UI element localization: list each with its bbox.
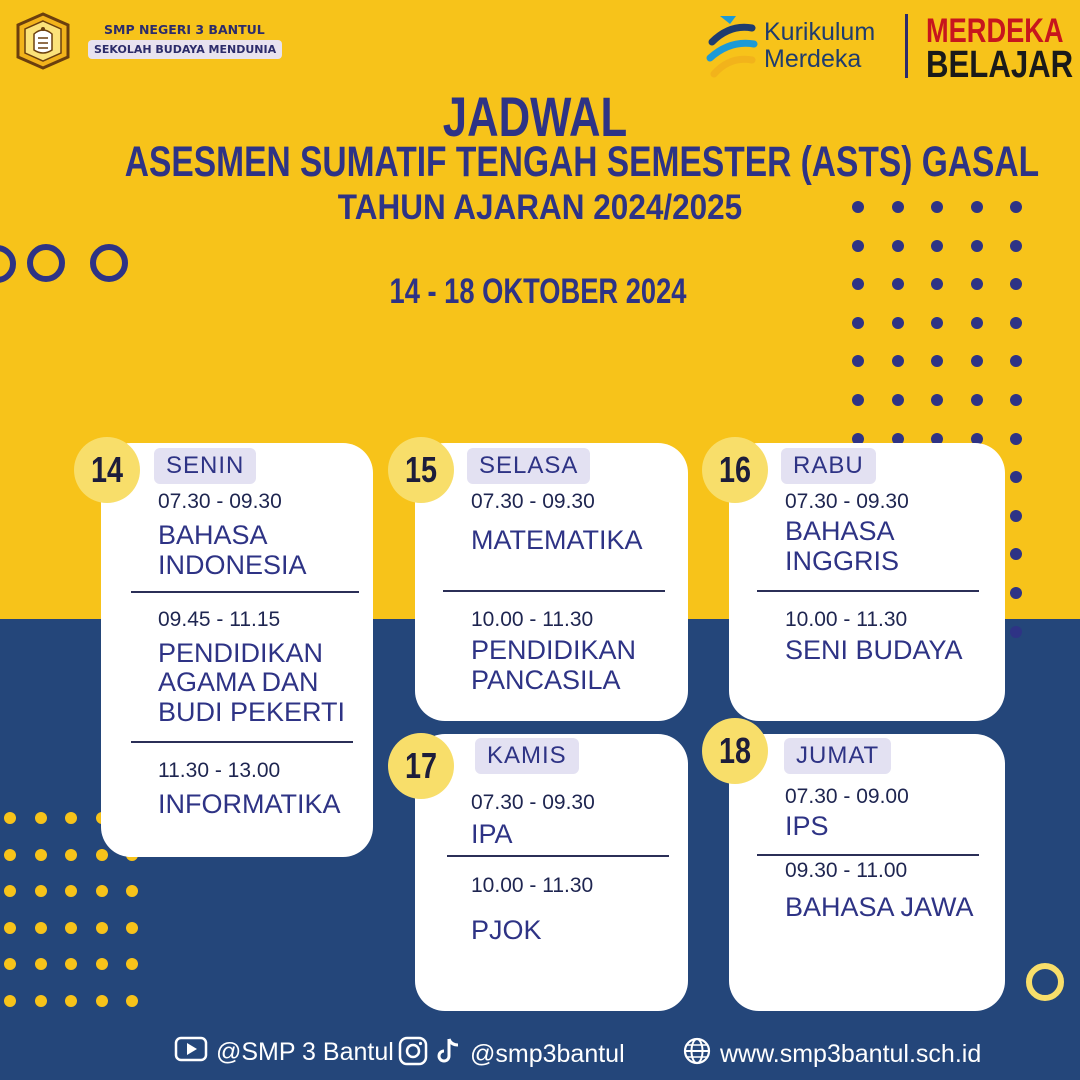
session-divider	[443, 590, 665, 592]
session-subject: SENI BUDAYA	[785, 635, 963, 665]
session-subject: INFORMATIKA	[158, 789, 341, 819]
decorative-dot	[892, 317, 904, 329]
school-crest-icon	[14, 12, 72, 70]
social-handle: @smp3bantul	[470, 1040, 625, 1068]
decorative-dot	[852, 317, 864, 329]
session-divider	[757, 590, 979, 592]
decorative-dot	[96, 849, 108, 861]
decorative-dot	[1010, 510, 1022, 522]
decorative-dot	[931, 317, 943, 329]
decorative-dot	[65, 849, 77, 861]
date-badge: 16	[702, 437, 768, 503]
kurikulum-merdeka-branding	[706, 12, 1074, 86]
decorative-dot	[1010, 626, 1022, 638]
session-subject: BAHASA	[158, 520, 268, 550]
decorative-dot	[971, 394, 983, 406]
decorative-dot	[126, 922, 138, 934]
decorative-dot	[126, 958, 138, 970]
decorative-dot	[971, 240, 983, 252]
session-subject: PANCASILA	[471, 665, 621, 695]
footer-youtube[interactable]	[174, 1036, 394, 1069]
decorative-dot	[96, 885, 108, 897]
divider	[905, 14, 908, 78]
youtube-handle: @SMP 3 Bantul	[216, 1038, 394, 1066]
decorative-dot	[852, 394, 864, 406]
session-divider	[131, 591, 359, 593]
decorative-dot	[892, 240, 904, 252]
decorative-dot	[4, 958, 16, 970]
title-dates: 14 - 18 OKTOBER 2024	[389, 272, 687, 311]
decorative-dot	[4, 922, 16, 934]
session-subject: MATEMATIKA	[471, 525, 643, 555]
decorative-dot	[1010, 317, 1022, 329]
decorative-dot	[971, 355, 983, 367]
session-time: 10.00 - 11.30	[785, 608, 908, 631]
decorative-dot	[4, 995, 16, 1007]
session-subject: PENDIDIKAN	[158, 638, 324, 668]
decorative-dot	[65, 995, 77, 1007]
day-label: SENIN	[154, 448, 256, 484]
footer-social[interactable]	[398, 1036, 625, 1073]
session-divider	[757, 854, 979, 856]
decorative-dot	[892, 394, 904, 406]
decorative-dot	[65, 958, 77, 970]
decorative-dot	[931, 394, 943, 406]
date-badge: 18	[702, 718, 768, 784]
instagram-icon	[398, 1036, 428, 1073]
session-time: 07.30 - 09.00	[785, 785, 909, 808]
schedule-card-rabu	[729, 443, 1005, 721]
footer	[0, 1036, 1080, 1076]
decorative-dot	[971, 278, 983, 290]
decorative-dot	[126, 885, 138, 897]
decorative-dot	[4, 849, 16, 861]
session-time: 07.30 - 09.30	[471, 791, 595, 814]
day-label: JUMAT	[784, 738, 891, 774]
day-label: RABU	[781, 448, 876, 484]
decorative-dot	[35, 885, 47, 897]
merdeka-label: Merdeka	[764, 45, 862, 73]
title-tahun-ajaran: TAHUN AJARAN 2024/2025	[337, 188, 743, 227]
session-subject: BAHASA JAWA	[785, 892, 974, 922]
session-time: 10.00 - 11.30	[471, 608, 594, 631]
kurikulum-merdeka-logo-icon	[706, 12, 758, 80]
school-name: SMP NEGERI 3 BANTUL	[104, 22, 265, 37]
session-time: 09.45 - 11.15	[158, 608, 281, 631]
day-label: SELASA	[467, 448, 590, 484]
session-subject: INDONESIA	[158, 550, 307, 580]
decorative-dot	[892, 355, 904, 367]
tiktok-icon	[436, 1036, 462, 1073]
session-subject: IPA	[471, 819, 513, 849]
title-jadwal: JADWAL	[442, 85, 628, 148]
decorative-dot	[35, 995, 47, 1007]
decorative-dot	[65, 922, 77, 934]
globe-icon	[682, 1036, 712, 1073]
decorative-ring	[1026, 963, 1064, 1001]
title-asesmen: ASESMEN SUMATIF TENGAH SEMESTER (ASTS) GASAL	[124, 138, 1040, 186]
footer-website[interactable]	[682, 1036, 981, 1073]
decorative-dot	[4, 885, 16, 897]
session-time: 11.30 - 13.00	[158, 759, 281, 782]
school-header	[14, 12, 72, 70]
date-badge: 15	[388, 437, 454, 503]
decorative-dot	[1010, 240, 1022, 252]
session-subject: BAHASA	[785, 516, 895, 546]
decorative-dot	[1010, 433, 1022, 445]
website-url: www.smp3bantul.sch.id	[720, 1040, 982, 1068]
decorative-dot	[35, 922, 47, 934]
decorative-dot	[35, 958, 47, 970]
decorative-dot	[65, 885, 77, 897]
session-subject: PENDIDIKAN	[471, 635, 637, 665]
session-time: 10.00 - 11.30	[471, 874, 594, 897]
decorative-dot	[65, 812, 77, 824]
schedule-card-kamis	[415, 734, 688, 1011]
session-subject: PJOK	[471, 915, 542, 945]
decorative-dot	[96, 995, 108, 1007]
session-subject: BUDI PEKERTI	[158, 697, 346, 727]
session-time: 07.30 - 09.30	[471, 490, 595, 513]
school-tagline: SEKOLAH BUDAYA MENDUNIA	[88, 40, 282, 59]
session-divider	[131, 741, 353, 743]
merdeka-belajar-line1: MERDEKA	[926, 12, 1064, 50]
merdeka-belajar-line2: BELAJAR	[926, 44, 1074, 86]
decorative-dot	[4, 812, 16, 824]
session-subject: INGGRIS	[785, 546, 900, 576]
session-divider	[447, 855, 669, 857]
decorative-dot	[1010, 394, 1022, 406]
decorative-dot	[931, 240, 943, 252]
decorative-dot	[852, 240, 864, 252]
date-badge: 17	[388, 733, 454, 799]
decorative-dot	[96, 922, 108, 934]
session-subject: IPS	[785, 811, 829, 841]
decorative-dot	[971, 317, 983, 329]
decorative-ring	[27, 244, 65, 282]
kurikulum-label: Kurikulum	[764, 18, 876, 46]
decorative-dot	[126, 995, 138, 1007]
session-subject: AGAMA DAN	[158, 667, 319, 697]
session-time: 07.30 - 09.30	[158, 490, 282, 513]
decorative-dot	[35, 812, 47, 824]
decorative-dot	[1010, 587, 1022, 599]
date-badge: 14	[74, 437, 140, 503]
youtube-icon	[174, 1036, 208, 1069]
session-time: 09.30 - 11.00	[785, 859, 908, 882]
session-time: 07.30 - 09.30	[785, 490, 909, 513]
decorative-dot	[35, 849, 47, 861]
decorative-dot	[96, 958, 108, 970]
day-label: KAMIS	[475, 738, 579, 774]
